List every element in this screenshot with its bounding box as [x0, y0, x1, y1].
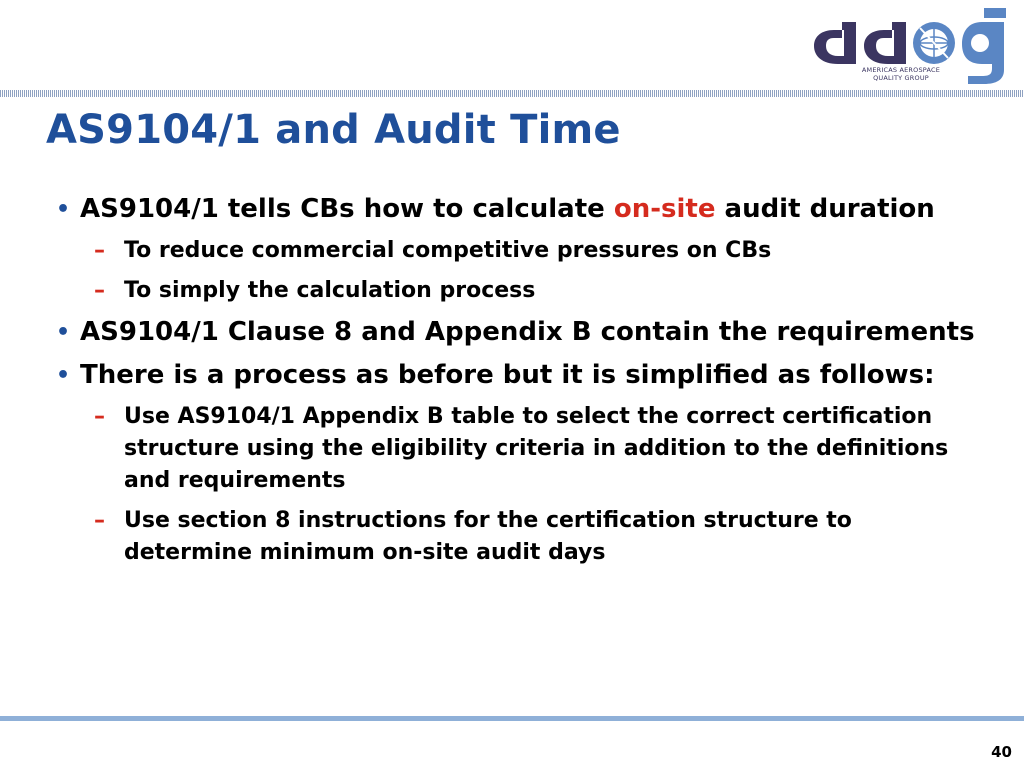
bullet-2: • AS9104/1 Clause 8 and Appendix B contain the requirements	[56, 315, 986, 350]
bullet-1: • AS9104/1 tells CBs how to calculate on-site audit duration	[56, 192, 986, 227]
logo-tagline: AMERICAS AEROSPACE QUALITY GROUP	[861, 66, 941, 82]
sub-bullet-3b: – Use section 8 instructions for the certification structure to determine minimum on-site audit days	[56, 505, 986, 569]
bullet-3: • There is a process as before but it is simplified as follows:	[56, 358, 986, 393]
dash-icon: –	[94, 404, 105, 429]
dash-icon: –	[94, 508, 105, 533]
page-number: 40	[991, 743, 1012, 761]
header-divider	[0, 90, 1024, 97]
dash-icon: –	[94, 238, 105, 263]
slide-title: AS9104/1 and Audit Time	[46, 107, 621, 153]
slide-body	[56, 192, 986, 577]
bullet-dot-icon: •	[56, 197, 71, 222]
bullet-dot-icon: •	[56, 320, 71, 345]
bullet-dot-icon: •	[56, 363, 71, 388]
footer-divider	[0, 716, 1024, 721]
sub-bullet-1b: – To simply the calculation process	[56, 275, 986, 307]
sub-bullet-1a: – To reduce commercial competitive pressures on CBs	[56, 235, 986, 267]
dash-icon: –	[94, 278, 105, 303]
highlight-on-site: on-site	[613, 194, 716, 224]
sub-bullet-3a: – Use AS9104/1 Appendix B table to select the correct certification structure using the eligibility criteria in addition to the definitions and requirements	[56, 401, 986, 497]
